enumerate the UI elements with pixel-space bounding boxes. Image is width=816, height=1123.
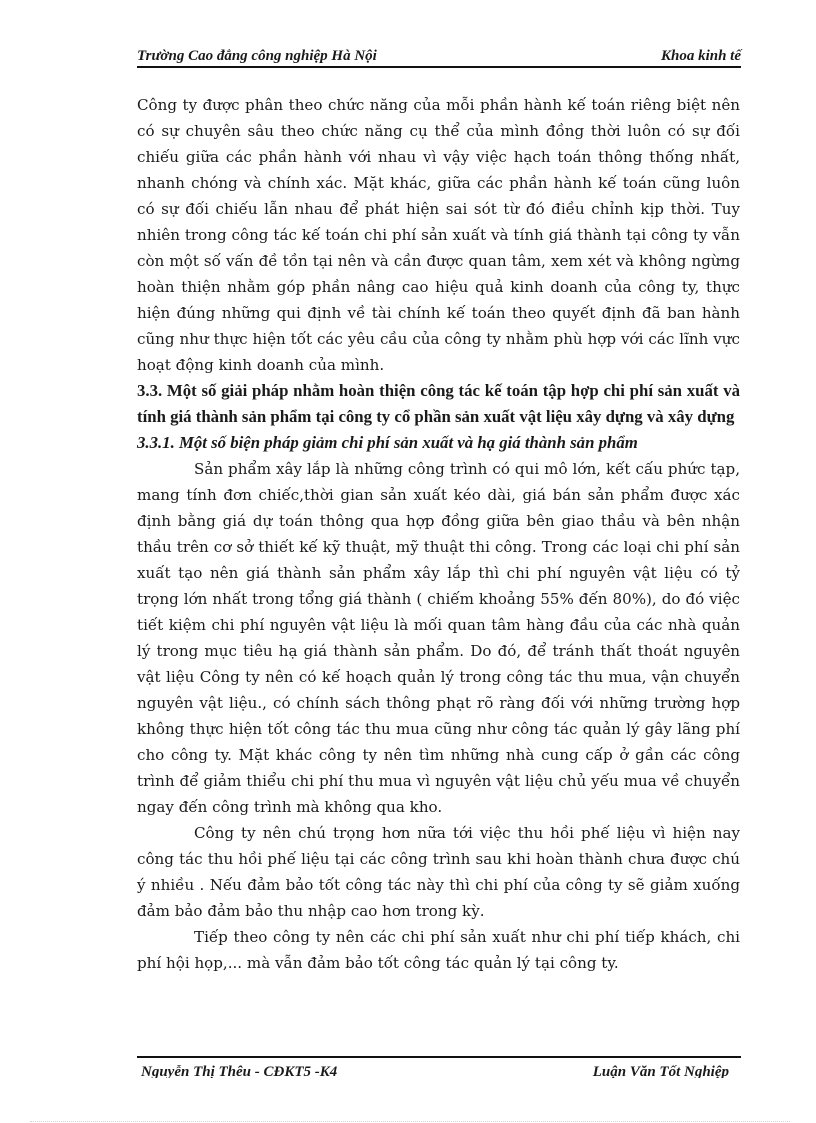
header-department: Khoa kinh tế	[660, 48, 741, 64]
paragraph-scrap: Công ty nên chú trọng hơn nữa tới việc thu hồi phế liệu vì hiện nay công tác thu hồi phế liệu tại các công trình sau khi hoàn thành chưa được chú ý nhiều . Nếu đảm bảo tốt công tác này thì chi phí của công ty sẽ giảm xuống đảm bảo đảm bảo thu nhập cao hơn trong kỳ.	[137, 824, 740, 920]
subsection-heading: 3.3.1. Một số biện pháp giảm chi phí sản xuất và hạ giá thành sản phẩm	[137, 433, 638, 452]
page-body	[137, 92, 740, 976]
page-footer	[137, 1056, 741, 1078]
header-school-name: Trường Cao đẳng công nghiệp Hà Nội	[137, 48, 377, 64]
section-heading: 3.3. Một số giải pháp nhằm hoàn thiện công tác kế toán tập hợp chi phí sản xuất và tính giá thành sản phẩm tại công ty cổ phần sản xuất vật liệu xây dựng và xây dựng	[137, 381, 740, 426]
paragraph-intro: Công ty được phân theo chức năng của mỗi phần hành kế toán riêng biệt nên có sự chuyên sâu theo chức năng cụ thể của mình đồng thời luôn có sự đối chiếu giữa các phần hành với nhau vì vậy việc hạch toán thông thống nhất, nhanh chóng và chính xác. Mặt khác, giữa các phần hành kế toán cũng luôn có sự đối chiếu lẫn nhau để phát hiện sai sót từ đó điều chỉnh kịp thời. Tuy nhiên trong công tác kế toán chi phí sản xuất và tính giá thành tại công ty vẫn còn một số vấn đề tồn tại nên và cần được quan tâm, xem xét và không ngừng hoàn thiện nhằm góp phần nâng cao hiệu quả kinh doanh của công ty, thực hiện đúng những qui định về tài chính kế toán theo quyết định đã ban hành cũng như thực hiện tốt các yêu cầu của công ty nhằm phù hợp với các lĩnh vực hoạt động kinh doanh của mình.	[137, 96, 740, 374]
footer-author: Nguyễn Thị Thêu - CĐKT5 -K4	[141, 1064, 338, 1078]
paragraph-materials: Sản phẩm xây lắp là những công trình có qui mô lớn, kết cấu phức tạp, mang tính đơn chiếc,thời gian sản xuất kéo dài, giá bán sản phẩm được xác định bằng giá dự toán thông qua hợp đồng giữa bên giao thầu và bên nhận thầu trên cơ sở thiết kế kỹ thuật, mỹ thuật thi công. Trong các loại chi phí sản xuất tạo nên giá thành sản phẩm xây lắp thì chi phí nguyên vật liệu có tỷ trọng lớn nhất trong tổng giá thành ( chiếm khoảng 55% đến 80%), do đó việc tiết kiệm chi phí nguyên vật liệu là mối quan tâm hàng đầu của các nhà quản lý trong mục tiêu hạ giá thành sản phẩm. Do đó, để tránh thất thoát nguyên vật liệu Công ty nên có kế hoạch quản lý trong công tác thu mua, vận chuyển nguyên vật liệu., có chính sách thông phạt rõ ràng đối với những trường hợp không thực hiện tốt công tác thu mua cũng như công tác quản lý gây lãng phí cho công ty. Mặt khác công ty nên tìm những nhà cung cấp ở gần các công trình để giảm thiểu chi phí thu mua vì nguyên vật liệu chủ yếu mua về chuyển ngay đến công trình mà không qua kho.	[137, 460, 740, 816]
page-header	[137, 46, 741, 68]
bottom-dotted-divider	[30, 1121, 790, 1122]
paragraph-costs: Tiếp theo công ty nên các chi phí sản xuất như chi phí tiếp khách, chi phí hội họp,... mà vẫn đảm bảo tốt công tác quản lý tại công ty.	[137, 928, 740, 972]
footer-doc-type: Luận Văn Tốt Nghiệp	[592, 1064, 729, 1078]
